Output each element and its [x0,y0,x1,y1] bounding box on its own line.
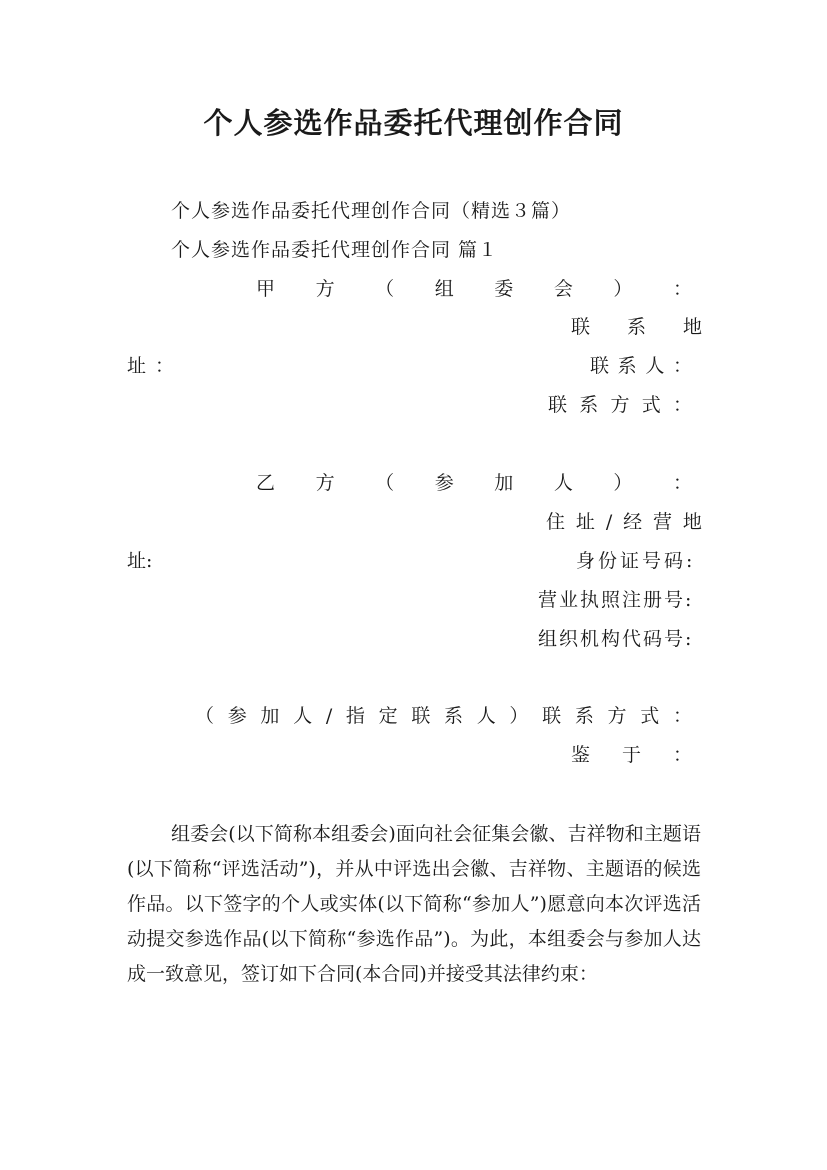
char: 组 [434,278,454,300]
char: 委 [494,278,514,300]
party-b-id-number: 身份证号码: [576,550,696,572]
char: 人 [293,705,313,727]
char: ： [672,394,692,416]
party-a-contact-method [548,393,692,417]
char: 住 [546,511,566,533]
char: ） [509,705,529,727]
char: 址 [575,511,595,533]
char: ） [613,472,633,494]
char: 人 [476,705,496,727]
intro-line-1: 个人参选作品委托代理创作合同（精选３篇） [171,200,572,222]
char: 方 [315,278,335,300]
char: （ [375,278,395,300]
char: 地 [682,511,702,533]
char: 式 [641,394,661,416]
char: 联 [411,705,431,727]
party-b-residence-cont: 址: [127,550,153,572]
char: 指 [345,705,365,727]
char: ： [672,355,692,377]
char: 加 [494,472,514,494]
char: ： [672,278,692,300]
char: 式 [640,705,660,727]
party-b-label [256,471,692,495]
char: 系 [626,316,646,338]
char: ： [672,472,692,494]
char: ： [672,705,692,727]
char: 经 [623,511,643,533]
party-a-contact-person [590,354,692,378]
char: 鉴 [571,744,591,766]
char: （ [195,705,215,727]
party-b-org-code: 组织机构代码号: [538,628,694,650]
designated-contact-line [195,704,692,728]
char: 联 [542,705,562,727]
party-a-label [256,277,692,301]
char: 乙 [256,472,276,494]
char: / [325,705,333,727]
char: 联 [548,394,568,416]
intro-line-2: 个人参选作品委托代理创作合同 篇１ [171,239,499,261]
char: 联 [571,316,591,338]
char: 定 [378,705,398,727]
document-title: 个人参选作品委托代理创作合同 [203,106,624,140]
party-a-address-cont: 址： [127,355,184,377]
char: 加 [260,705,280,727]
char: 方 [607,705,627,727]
char: 地 [682,316,702,338]
char: 联 [590,355,610,377]
char: ） [613,278,633,300]
char: / [605,511,613,533]
char: 方 [315,472,335,494]
whereas-paragraph: 组委会(以下简称本组委会)面向社会征集会徽、吉祥物和主题语(以下简称“评选活动”)，并从中评选出会徽、吉祥物、主题语的候选作品。以下签字的个人或实体(以下简称“参加人”)愿意向本次评选活动提交参选作品(以下简称“参选作品”)。为此，本组委会与参加人达成一致意见，签订如下合同(本合同)并接受其法律约束： [127,823,701,985]
char: 营 [653,511,673,533]
char: 方 [610,394,630,416]
char: 参 [434,472,454,494]
char: （ [375,472,395,494]
char: 会 [553,278,573,300]
char: 系 [444,705,464,727]
char: 系 [579,394,599,416]
char: ： [672,744,692,766]
char: 人 [553,472,573,494]
party-a-address-label [571,315,702,339]
char: 参 [227,705,247,727]
char: 人 [645,355,665,377]
char: 系 [574,705,594,727]
char: 于 [621,744,641,766]
char: 甲 [256,278,276,300]
party-b-residence-label [546,510,702,534]
whereas-label [571,743,692,767]
party-b-business-license: 营业执照注册号: [538,589,694,611]
char: 系 [617,355,637,377]
